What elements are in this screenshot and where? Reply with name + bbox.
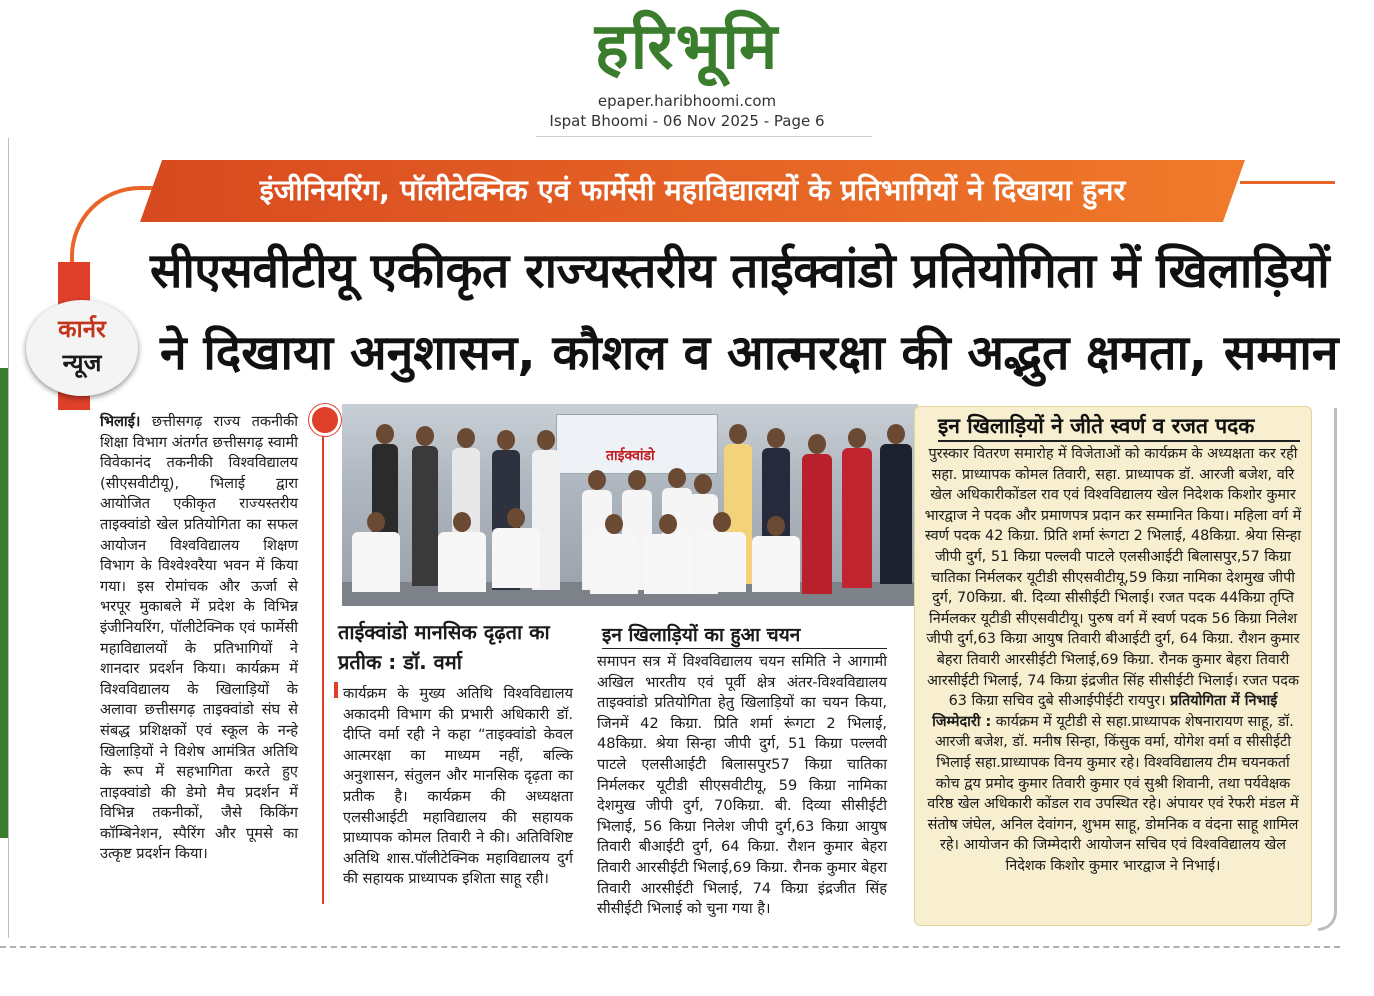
- photo-person-head: [497, 430, 515, 450]
- photo-person-head: [367, 512, 385, 532]
- photo-person: [802, 454, 832, 594]
- photo-person: [492, 528, 540, 588]
- bottom-divider: [0, 946, 1340, 948]
- photo-banner-text: ताईक्वांडो: [606, 448, 655, 464]
- panel-subhead: प्रतियोगिता में निभाई जिम्मेदारी :: [932, 693, 1278, 730]
- column3-text: समापन सत्र में विश्वविद्यालय चयन समिति ने आगामी अखिल भारतीय एवं पूर्वी क्षेत्र अंतर-विश्वविद्यालय ताइक्वांडो प्रतियोगिता हेतु खिलाड़ियों का चयन किया, जिनमें 42 किग्रा. प्रिति शर्मा रूंगटा 2 भिलाई, 48किग्रा. श्रेया सिन्हा जीपी दुर्ग, 51 किग्रा पल्लवी पाटले एलसीआईटी बिलासपुर57 किग्रा चातिका निर्मलकर यूटीडी सीएसवीटीयू, 59 किग्रा नामिका देशमुख जीपी दुर्ग, 70किग्रा. बी. दिव्या सीसीईटी भिलाई, 56 किग्रा निलेश जीपी दुर्ग,63 किग्रा आयुष तिवारी बीआईटी दुर्ग, 64 किग्रा. रौशन कुमार बेहरा तिवारी आरसीईटी भिलाई,69 किग्रा. रौनक कुमार बेहरा तिवारी आरसीईटी भिलाई, 74 किग्रा इंद्रजीत सिंह सीसीईटी भिलाई को चुना गया है।: [597, 653, 887, 918]
- photo-person-head: [588, 470, 606, 490]
- photo-person: [698, 532, 746, 592]
- kicker-text: इंजीनियरिंग, पॉलीटेक्निक एवं फार्मेसी महाविद्यालयों के प्रतिभागियों ने दिखाया हुनर: [259, 173, 1126, 207]
- pin-dot-decoration: [309, 404, 341, 436]
- panel-border-decoration: [1318, 408, 1337, 931]
- pin-line-decoration: [322, 432, 324, 904]
- photo-person-head: [628, 470, 646, 490]
- left-green-strip: [0, 368, 8, 838]
- photo-person: [412, 446, 438, 586]
- column2-marker: [334, 682, 338, 698]
- photo-person-head: [729, 424, 747, 444]
- column2-heading: ताईक्वांडो मानसिक दृढ़ता का प्रतीक : डॉ. वर्मा: [338, 620, 550, 674]
- photo-person-head: [767, 516, 785, 536]
- photo-person-head: [507, 508, 525, 528]
- photo-person: [590, 534, 638, 594]
- group-photo: [342, 404, 918, 606]
- photo-person: [880, 444, 912, 584]
- masthead-divider: [536, 136, 872, 137]
- photo-person: [752, 536, 800, 592]
- badge-label-line2: न्यूज: [62, 349, 102, 377]
- photo-person: [352, 532, 400, 592]
- badge-label-line1: कार्नर: [58, 315, 106, 343]
- masthead-edition: Ispat Bhoomi - 06 Nov 2025 - Page 6: [549, 112, 825, 130]
- masthead-url: epaper.haribhoomi.com: [597, 92, 777, 110]
- left-border-line: [8, 138, 9, 938]
- photo-person-head: [376, 424, 394, 444]
- photo-person-head: [713, 512, 731, 532]
- photo-person-head: [808, 434, 826, 454]
- column3-heading: इन खिलाड़ियों का हुआ चयन: [602, 621, 887, 649]
- photo-person: [842, 448, 872, 588]
- photo-person-head: [416, 426, 434, 446]
- photo-person-head: [605, 514, 623, 534]
- column1-text: छत्तीसगढ़ राज्य तकनीकी शिक्षा विभाग अंतर्गत छत्तीसगढ़ स्वामी विवेकानंद तकनीकी विश्वविद्यालय (सीएसवीटीयू), भिलाई द्वारा आयोजित एकीकृत राज्यस्तरीय ताइक्वांडो खेल प्रतियोगिता का सफल आयोजन विश्वविद्यालय शिक्षण विभाग के विश्वेश्वरैया भवन में किया गया। इस रोमांचक और ऊर्जा से भरपूर मुकाबले में प्रदेश के विभिन्न इंजीनियरिंग, पॉलीटेक्निक एवं फार्मेसी महाविद्यालयों के प्रतिभागियों ने शानदार प्रदर्शन किया। कार्यक्रम में विश्वविद्यालय के खिलाड़ियों के अलावा छत्तीसगढ़ ताइक्वांडो संघ से संबद्ध प्रशिक्षकों एवं स्कूल के नन्हे खिलाड़ियों ने विशेष आमंत्रित अतिथि के रूप में सहभागिता करते हुए ताइक्वांडो की डेमो मैच प्रदर्शन में विभिन्न तकनीकों, जैसे किकिंग कॉम्बिनेशन, स्पैरिंग और पूमसे का उत्कृष्ट प्रदर्शन किया।: [100, 413, 298, 863]
- photo-person: [438, 532, 486, 592]
- headline-line2: ने दिखाया अनुशासन, कौशल व आत्मरक्षा की अद्भुत क्षमता, सम्मान: [160, 325, 1339, 381]
- masthead-logo: हरिभूमि: [594, 10, 780, 84]
- photo-backdrop-banner: [556, 414, 718, 474]
- panel-text-1: पुरस्कार वितरण समारोह में विजेताओं को कार्यक्रम के अध्यक्षता कर रही सहा. प्राध्यापक कोमल तिवारी, सहा. प्राध्यापक डॉ. आरजी बजेश, वरि खेल अधिकारीकोंडल राव एवं विश्वविद्यालय खेल निदेशक किशोर कुमार भारद्वाज ने पदक और प्रमाणपत्र प्रदान कर सम्मानित किया। महिला वर्ग में स्वर्ण पदक 42 किग्रा. प्रिति शर्मा रूंगटा 2 भिलाई, 48किग्रा. श्रेया सिन्हा जीपी दुर्ग, 51 किग्रा पल्लवी पाटले एलसीआईटी बिलासपुर,57 किग्रा चातिका निर्मलकर यूटीडी सीएसवीटीयू,59 किग्रा नामिका देशमुख जीपी दुर्ग, 70किग्रा. बी. दिव्या सीसीईटी भिलाई। रजत पदक 44किग्रा तृप्ति निर्मलकर यूटीडी सीएसवीटीयू। पुरुष वर्ग में स्वर्ण पदक 56 किग्रा निलेश जीपी दुर्ग,63 किग्रा आयुष तिवारी बीआईटी दुर्ग, 64 किग्रा. रौशन कुमार बेहरा तिवारी आरसीईटी भिलाई,69 किग्रा. रौनक कुमार बेहरा तिवारी आरसीईटी भिलाई, 74 किग्रा इंद्रजीत सिंह सीसीईटी भिलाई। रजत पदक 63 किग्रा सचिव दुबे सीआईपीईटी रायपुर।: [924, 446, 1302, 710]
- panel-text-2: कार्यक्रम में यूटीडी से सहा.प्राध्यापक शेषनारायण साहू, डॉ. आरजी बजेश, डॉ. मनीष सिन्हा, किंसुक वर्मा, योगेश वर्मा व सीसीईटी भिलाई सहा.प्राध्यापक विनय कुमार रहे। विश्वविद्यालय टीम चयनकर्ता कोच द्वय प्रमोद कुमार तिवारी कुमार एवं सुश्री शिवानी, तथा पर्यवेक्षक वरिष्ठ खेल अधिकारी कोंडल राव उपस्थित रहे। अंपायर एवं रेफरी मंडल में संतोष जंघेल, अनिल देवांगन, शुभम साहू, डोमनिक व वंदना साहू शामिल रहे। आयोजन की जिम्मेदारी आयोजन सचिव एवं विश्वविद्यालय खेल निदेशक किशोर कुमार भारद्वाज ने निभाई।: [927, 713, 1299, 874]
- panel-heading: इन खिलाड़ियों ने जीते स्वर्ण व रजत पदक: [938, 412, 1300, 442]
- photo-person-head: [767, 428, 785, 448]
- photo-person-head: [659, 514, 677, 534]
- column2-text: कार्यक्रम के मुख्य अतिथि विश्वविद्यालय अकादमी विभाग की प्रभारी अधिकारी डॉ. दीप्ति वर्मा रही ने कहा “ताइक्वांडो केवल आत्मरक्षा का माध्यम नहीं, बल्कि अनुशासन, संतुलन और मानसिक दृढ़ता का प्रतीक है। कार्यक्रम की अध्यक्षता एलसीआईटी महाविद्यालय की सहायक प्राध्यापक कोमल तिवारी ने की। अतिविशिष्ट अतिथि शास.पॉलीटेक्निक महाविद्यालय दुर्ग की सहायक प्राध्यापक इशिता साहू रही।: [343, 685, 573, 888]
- photo-person: [644, 534, 692, 594]
- photo-person-head: [848, 428, 866, 448]
- photo-person-head: [668, 468, 686, 488]
- photo-person-head: [887, 424, 905, 444]
- kicker-line-decoration: [1240, 181, 1335, 184]
- panel-body: [924, 444, 1302, 876]
- photo-person-head: [453, 512, 471, 532]
- photo-person-head: [457, 428, 475, 448]
- photo-person-head: [694, 474, 712, 494]
- photo-person-head: [537, 430, 555, 450]
- article-column-1: [100, 412, 298, 865]
- headline-line1: सीएसवीटीयू एकीकृत राज्यस्तरीय ताईक्वांडो प्रतियोगिता में खिलाड़ियों: [150, 243, 1330, 299]
- dateline: भिलाई।: [100, 413, 141, 430]
